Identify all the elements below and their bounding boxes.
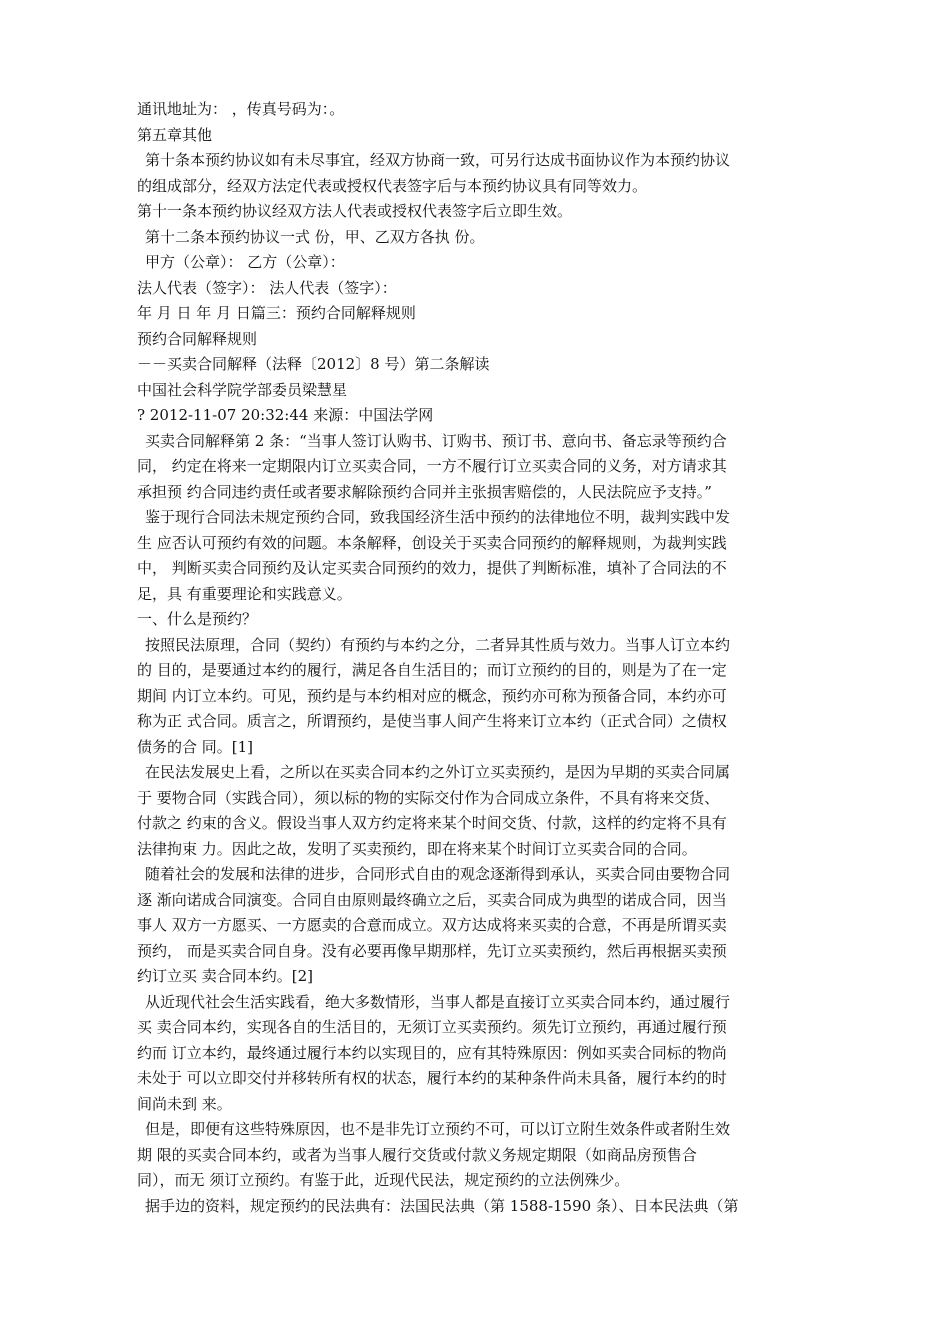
text-line: 第五章其他 (137, 125, 213, 144)
text-line: 鉴于现行合同法未规定预约合同，致我国经济生活中预约的法律地位不明，裁判实践中发 (145, 508, 731, 526)
text-line: 生 应否认可预约有效的问题。本条解释，创设关于买卖合同预约的解释规则，为裁判实践 (137, 533, 727, 552)
text-line: 称为正 式合同。质言之，所谓预约，是使当事人间产生将来订立本约（正式合同）之债权 (137, 712, 727, 730)
text-line: 法律拘束 力。因此之故，发明了买卖预约，即在将来某个时间订立买卖合同的合同。 (137, 839, 697, 858)
text-line: 预约合同解释规则 (137, 329, 258, 348)
text-line: 法人代表（签字）： 法人代表（签字）： (137, 278, 397, 297)
text-line: 随着社会的发展和法律的进步，合同形式自由的观念逐渐得到承认，买卖合同由要物合同 (145, 865, 731, 883)
text-line: 约而 订立本约，最终通过履行本约以实现目的，应有其特殊原因：例如买卖合同标的物尚 (137, 1043, 727, 1062)
text-line: 债务的合 同。[1] (137, 737, 254, 756)
text-line: 期间 内订立本约。可见，预约是与本约相对应的概念，预约亦可称为预备合同，本约亦可 (137, 686, 727, 705)
text-line: 第十二条本预约协议一式 份，甲、乙双方各执 份。 (145, 227, 485, 246)
text-line: 年 月 日 年 月 日篇三：预约合同解释规则 (137, 304, 416, 322)
text-line: 承担预 约合同违约责任或者要求解除预约合同并主张损害赔偿的，人民法院应予支持。” (137, 482, 712, 501)
text-line: 约订立买 卖合同本约。[2] (137, 967, 314, 985)
text-line: 中国社会科学院学部委员梁慧星 (137, 380, 348, 399)
text-line: 中， 判断买卖合同预约及认定买卖合同预约的效力，提供了判断标准，填补了合同法的不 (137, 559, 727, 577)
text-line: 付款之 约束的含义。假设当事人双方约定将来某个时间交货、付款，这样的约定将不具有 (137, 814, 727, 832)
text-line: 从近现代社会生活实践看，绝大多数情形，当事人都是直接订立买卖合同本约，通过履行 (145, 992, 731, 1011)
text-line: 预约， 而是买卖合同自身。没有必要再像早期那样，先订立买卖预约，然后再根据买卖预 (137, 941, 727, 960)
text-line: 在民法发展史上看，之所以在买卖合同本约之外订立买卖预约，是因为早期的买卖合同属 (145, 763, 731, 781)
text-line: 逐 渐向诺成合同演变。合同自由原则最终确立之后，买卖合同成为典型的诺成合同，因当 (137, 890, 727, 909)
text-line: 买卖合同解释第 2 条：“当事人签订认购书、订购书、预订书、意向书、备忘录等预约合 (145, 431, 727, 450)
text-line: 于 要物合同（实践合同），须以标的物的实际交付作为合同成立条件，不具有将来交货、 (137, 788, 720, 807)
text-line: 甲方（公章）： 乙方（公章）： (145, 253, 345, 271)
text-line: 的 目的，是要通过本约的履行，满足各自生活目的；而订立预约的目的，则是为了在一定 (137, 661, 727, 679)
text-line: －－买卖合同解释（法释〔2012〕8 号）第二条解读 (137, 355, 490, 373)
text-line: 间尚未到 来。 (137, 1094, 232, 1113)
text-line: 但是，即便有这些特殊原因，也不是非先订立预约不可，可以订立附生效条件或者附生效 (145, 1120, 731, 1138)
text-line: 同， 约定在将来一定期限内订立买卖合同，一方不履行订立买卖合同的义务，对方请求其 (137, 457, 727, 475)
text-line: 按照民法原理，合同（契约）有预约与本约之分，二者异其性质与效力。当事人订立本约 (145, 635, 731, 654)
text-line: 期 限的买卖合同本约，或者为当事人履行交货或付款义务规定期限（如商品房预售合 (137, 1145, 697, 1164)
text-line: 第十条本预约协议如有未尽事宜，经双方协商一致，可另行达成书面协议作为本预约协议 (145, 151, 731, 169)
text-line: 一、什么是预约？ (137, 610, 258, 628)
text-line: 通讯地址为： ，传真号码为：。 (137, 100, 345, 118)
text-line: 买 卖合同本约，实现各自的生活目的，无须订立买卖预约。须先订立预约，再通过履行预 (137, 1018, 727, 1036)
text-line: 足，具 有重要理论和实践意义。 (137, 584, 352, 603)
text-line: 事人 双方一方愿买、一方愿卖的合意而成立。双方达成将来买卖的合意，不再是所谓买卖 (137, 916, 727, 934)
text-line: 同），而无 须订立预约。有鉴于此，近现代民法，规定预约的立法例殊少。 (137, 1171, 630, 1189)
text-line: 据手边的资料，规定预约的民法典有：法国民法典（第 1588-1590 条）、日本民法典（第 (145, 1196, 739, 1215)
text-line: 第十一条本预约协议经双方法人代表或授权代表签字后立即生效。 (137, 202, 573, 220)
document-page (137, 97, 813, 1219)
text-line: ? 2012-11-07 20:32:44 来源：中国法学网 (137, 406, 434, 424)
text-line: 的组成部分，经双方法定代表或授权代表签字后与本预约协议具有同等效力。 (137, 176, 648, 195)
text-line: 未处于 可以立即交付并移转所有权的状态，履行本约的某种条件尚未具备，履行本约的时 (137, 1069, 727, 1087)
